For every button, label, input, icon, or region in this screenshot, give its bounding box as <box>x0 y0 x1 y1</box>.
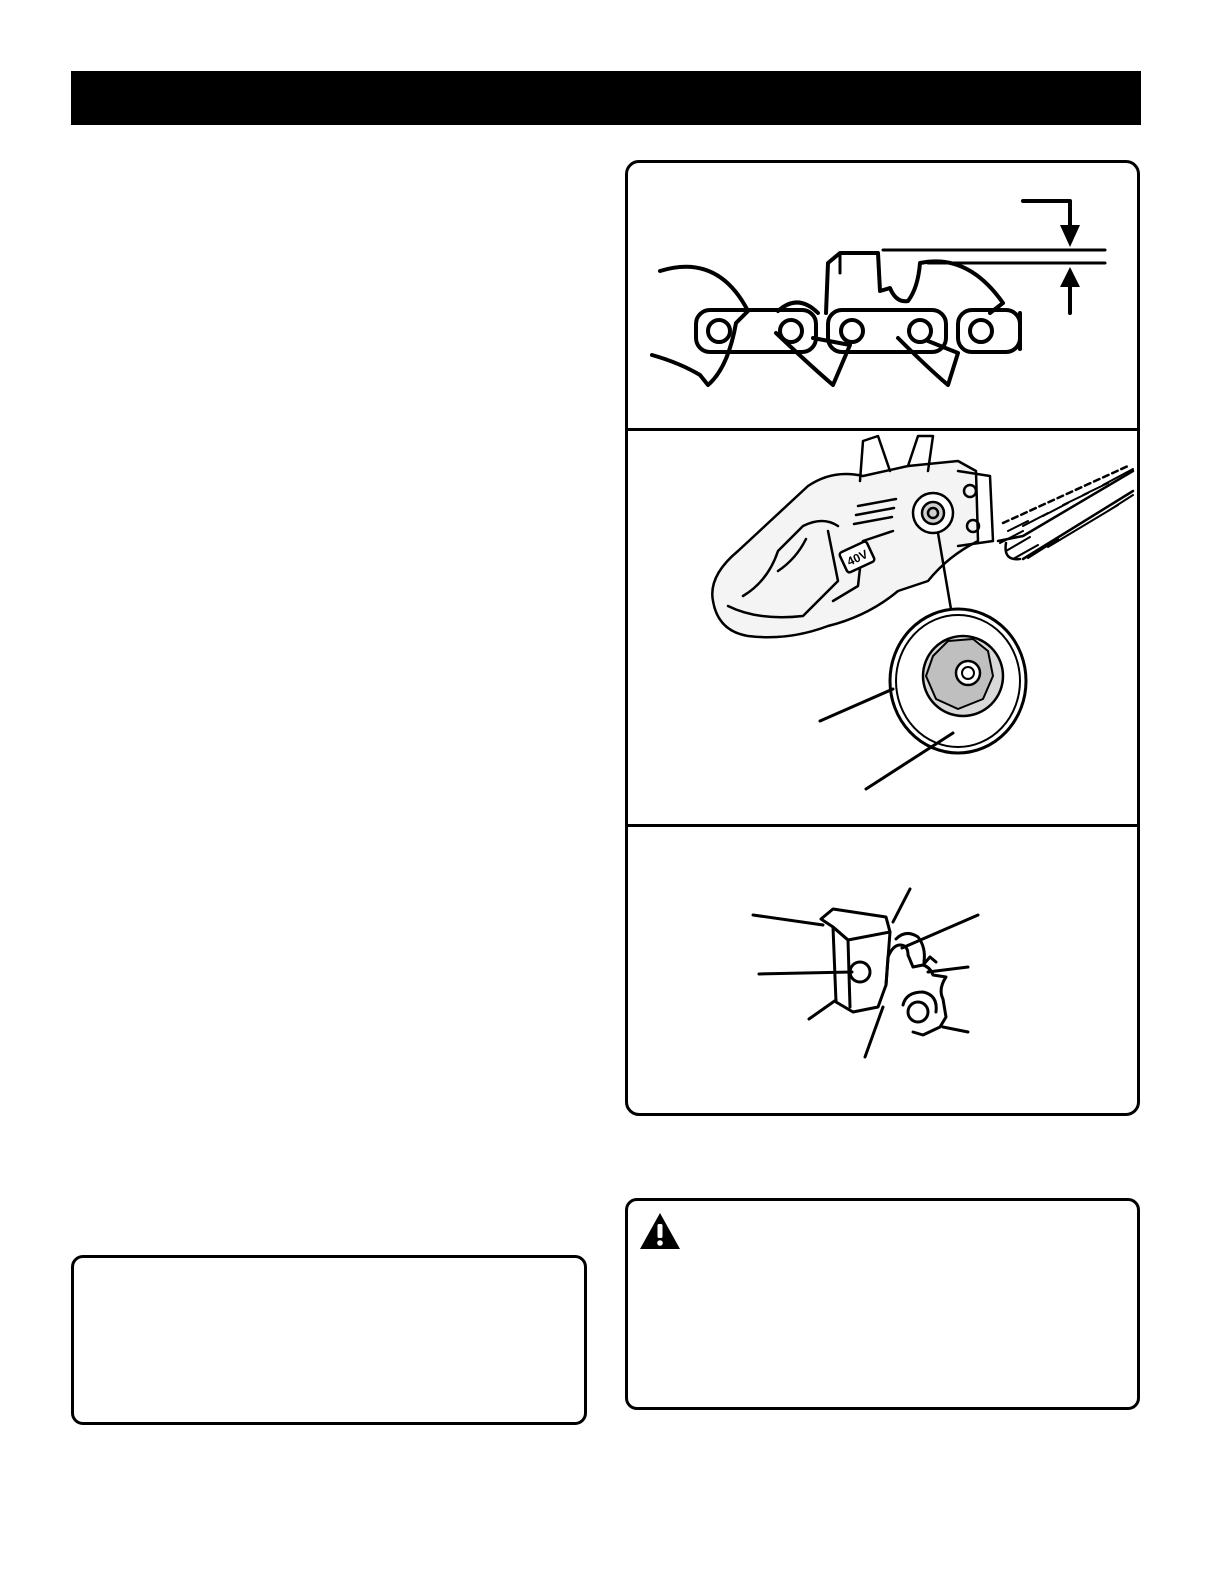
warning-box <box>625 1198 1140 1410</box>
cutter-link-illustration <box>628 827 1137 1113</box>
figure-panel <box>625 160 1140 1116</box>
chainsaw-sprocket-illustration <box>628 431 1137 824</box>
warning-triangle-icon <box>638 1211 682 1251</box>
section-header-bar <box>71 71 1141 125</box>
product-voltage-label: 40V <box>844 547 871 569</box>
figure-cutter-link-parts <box>628 827 1137 1113</box>
note-box <box>71 1255 587 1425</box>
figure-chain-depth-gauge <box>628 163 1137 428</box>
chain-segment-illustration <box>628 163 1137 428</box>
figure-chainsaw-sprocket <box>628 431 1137 824</box>
